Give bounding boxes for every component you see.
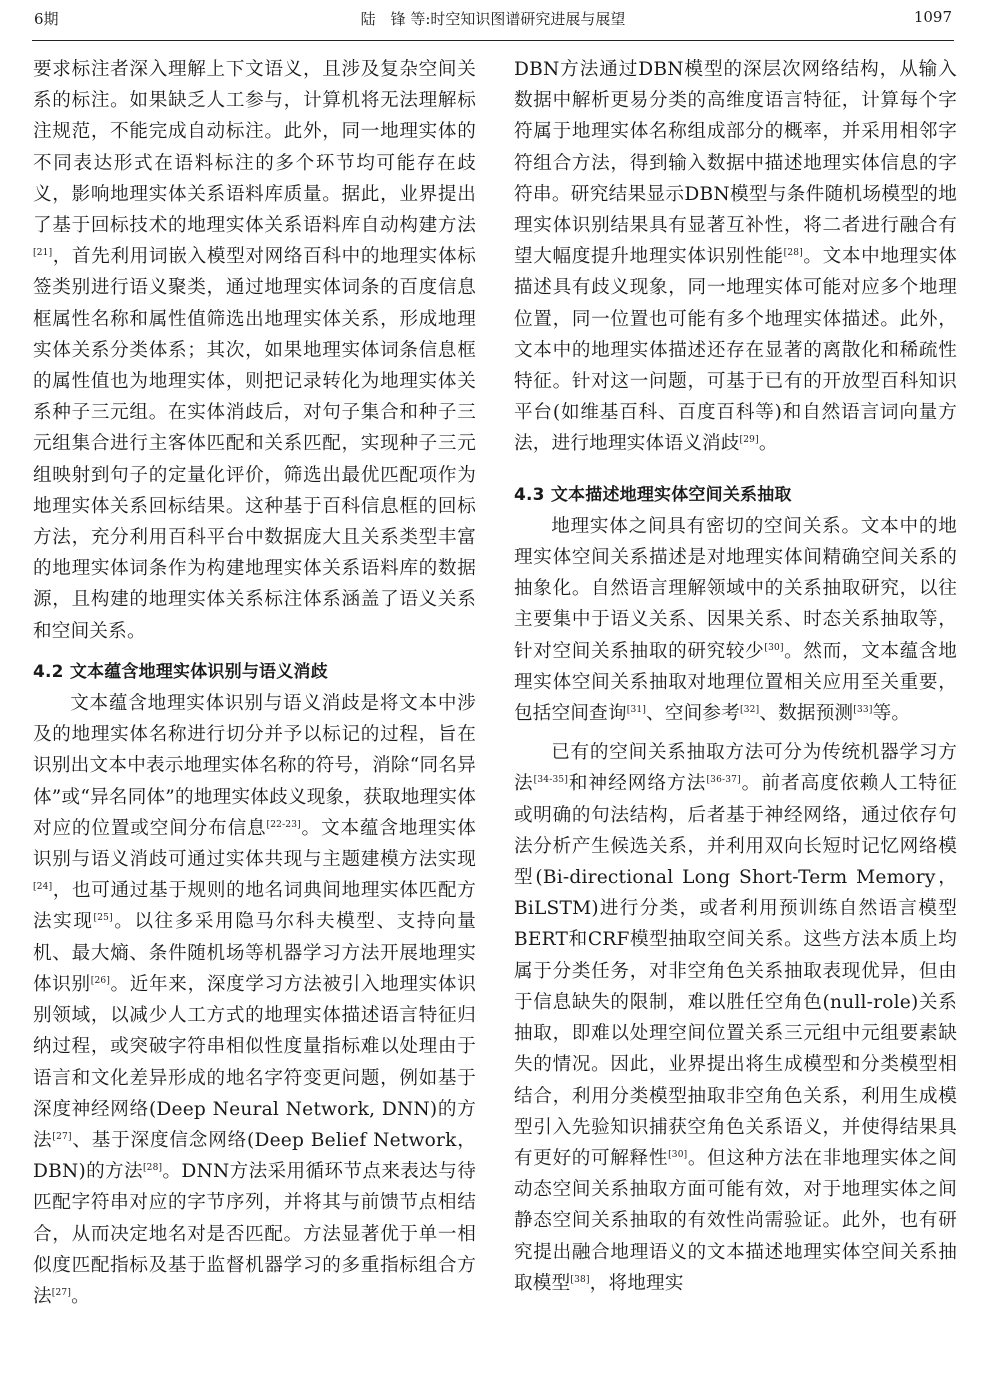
- citation: [31]: [626, 704, 647, 715]
- right-column: [514, 54, 957, 1299]
- paragraph-dbn-method: DBN方法通过DBN模型的深层次网络结构，从输入数据中解析更易分类的高维度语言特征，计算每个字符属于地理实体名称组成部分的概率，并采用相邻字符组合方法，得到输入数据中描述地理实体信息的字符串。研究结果显示DBN模型与条件随机场模型的地理实体识别结果具有显著互补性，将二者进行融合有望大幅度提升地理实体识别性能[28]。文本中地理实体描述具有歧义现象，同一地理实体可能对应多个地理位置，同一位置也可能有多个地理实体描述。此外，文本中的地理实体描述还存在显著的离散化和稀疏性特征。针对这一问题，可基于已有的开放型百科知识平台(如维基百科、百度百科等)和自然语言词向量方法，进行地理实体语义消歧[29]。: [514, 59, 957, 455]
- citation: [33]: [853, 704, 873, 715]
- issue-number: 6期: [34, 10, 59, 28]
- citation: [32]: [740, 704, 760, 715]
- citation: [22-23]: [266, 819, 301, 830]
- running-title: 陆 锋 等:时空知识图谱研究进展与展望: [360, 10, 626, 28]
- citation: [21]: [33, 248, 53, 259]
- section-heading-4-2: 4.2 文本蕴含地理实体识别与语义消歧: [33, 661, 328, 682]
- citation: [26]: [90, 975, 111, 986]
- citation: [34-35]: [533, 775, 569, 786]
- citation: [30]: [668, 1149, 688, 1160]
- paragraph-spatial-relations: 地理实体之间具有密切的空间关系。文本中的地理实体空间关系描述是对地理实体间精确空间关系的抽象化。自然语言理解领域中的关系抽取研究，以往主要集中于语义关系、因果关系、时态关系抽取等，针对空间关系抽取的研究较少[30]。然而，文本蕴含地理实体空间关系抽取对地理位置相关应用至关重要，包括空间查询[31]、空间参考[32]、数据预测[33]等。: [514, 515, 957, 725]
- section-heading-4-3: 4.3 文本描述地理实体空间关系抽取: [514, 484, 792, 505]
- citation: [30]: [764, 642, 784, 653]
- left-column: [33, 54, 476, 1312]
- running-header: [32, 0, 954, 41]
- citation: [28]: [142, 1162, 163, 1173]
- citation: [28]: [783, 248, 803, 259]
- citation: [27]: [51, 1287, 72, 1298]
- paragraph-corpus-construction: 要求标注者深入理解上下文语义，且涉及复杂空间关系的标注。如果缺乏人工参与，计算机将无法理解标注规范，不能完成自动标注。此外，同一地理实体的不同表达形式在语料标注的多个环节均可能存在歧义，影响地理实体关系语料库质量。据此，业界提出了基于回标技术的地理实体关系语料库自动构建方法[21]，首先利用词嵌入模型对网络百科中的地理实体标签类别进行语义聚类，通过地理实体词条的百度信息框属性名称和属性值筛选出地理实体关系，形成地理实体关系分类体系；其次，如果地理实体词条信息框的属性值也为地理实体，则把记录转化为地理实体关系种子三元组。在实体消歧后，对句子集合和种子三元组集合进行主客体匹配和关系匹配，实现种子三元组映射到句子的定量化评价，筛选出最优匹配项作为地理实体关系回标结果。这种基于百科信息框的回标方法，充分利用百科平台中数据庞大且关系类型丰富的地理实体词条作为构建地理实体关系语料库的数据源，且构建的地理实体关系标注体系涵盖了语义关系和空间关系。: [33, 59, 476, 642]
- citation: [38]: [570, 1274, 590, 1285]
- paragraph-extraction-methods: 已有的空间关系抽取方法可分为传统机器学习方法[34-35]和神经网络方法[36-37]。前者高度依赖人工特征或明确的句法结构，后者基于神经网络，通过依存句法分析产生候选关系，并利用双向长短时记忆网络模型(Bi-directional Long Short-Term Memory，BiLSTM)进行分类，或者利用预训练自然语言模型BERT和CRF模型抽取空间关系。这些方法本质上均属于分类任务，对非空角色关系抽取表现优异，但由于信息缺失的限制，难以胜任空角色(null-role)关系抽取，即难以处理空间位置关系三元组中元组要素缺失的情况。因此，业界提出将生成模型和分类模型相结合，利用分类模型抽取非空角色关系，利用生成模型引入先验知识捕获空角色关系语义，并使得结果具有更好的可解释性[30]。但这种方法在非地理实体之间动态空间关系抽取方面可能有效，对于地理实体之间静态空间关系抽取的有效性尚需验证。此外，也有研究提出融合地理语义的文本描述地理实体空间关系抽取模型[38]，将地理实: [514, 742, 957, 1294]
- citation: [29]: [739, 435, 759, 446]
- citation: [24]: [33, 882, 53, 893]
- citation: [25]: [93, 913, 113, 924]
- paragraph-entity-recognition: 文本蕴含地理实体识别与语义消歧是将文本中涉及的地理实体名称进行切分并予以标记的过程，旨在识别出文本中表示地理实体名称的符号，消除“同名异体”或“异名同体”的地理实体歧义现象，获取地理实体对应的位置或空间分布信息[22-23]。文本蕴含地理实体识别与语义消歧可通过实体共现与主题建模方法实现[24]，也可通过基于规则的地名词典间地理实体匹配方法实现[25]。以往多采用隐马尔科夫模型、支持向量机、最大熵、条件随机场等机器学习方法开展地理实体识别[26]。近年来，深度学习方法被引入地理实体识别领域，以减少人工方式的地理实体描述语言特征归纳过程，或突破字符串相似性度量指标难以处理由于语言和文化差异形成的地名字符变更问题，例如基于深度神经网络(Deep Neural Network, DNN)的方法[27]、基于深度信念网络(Deep Belief Network，DBN)的方法[28]。DNN方法采用循环节点来表达与待匹配字符串对应的字节序列，并将其与前馈节点相结合，从而决定地名对是否匹配。方法显著优于单一相似度匹配指标及基于监督机器学习的多重指标组合方法[27]。: [33, 693, 476, 1307]
- page-number: 1097: [913, 8, 952, 26]
- citation: [36-37]: [706, 775, 741, 786]
- citation: [27]: [52, 1131, 72, 1142]
